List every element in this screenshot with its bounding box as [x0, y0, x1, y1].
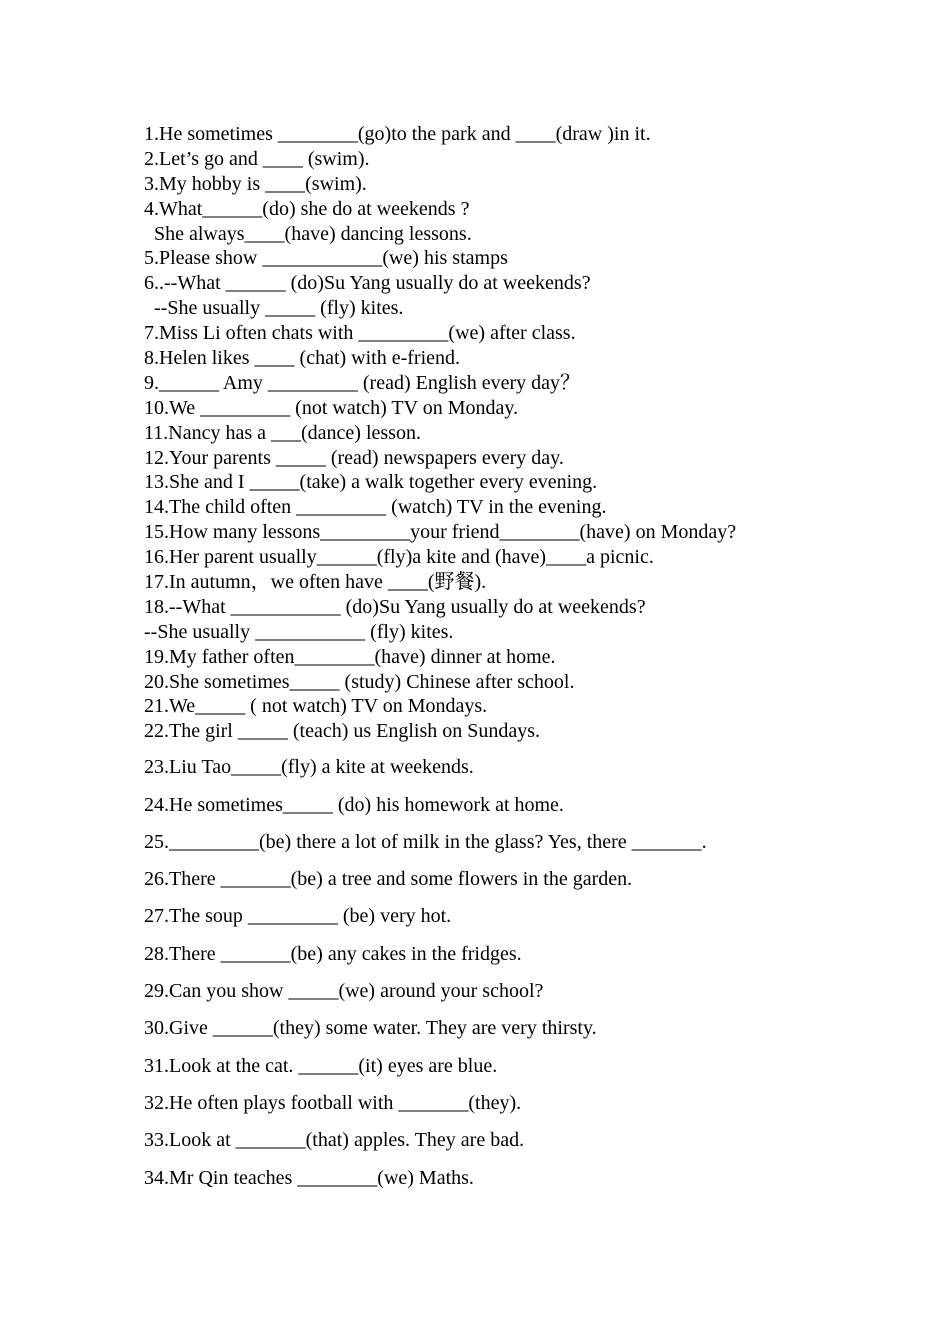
exercise-line: 25._________(be) there a lot of milk in the glass? Yes, there _______.	[144, 830, 707, 853]
exercise-line: 21.We_____ ( not watch) TV on Mondays.	[144, 695, 488, 718]
exercise-line: 11.Nancy has a ___(dance) lesson.	[144, 421, 421, 444]
exercise-line: 2.Let’s go and ____ (swim).	[144, 147, 370, 170]
exercise-line: 8.Helen likes ____ (chat) with e-friend.	[144, 347, 461, 370]
exercise-line: 6..--What ______ (do)Su Yang usually do at weekends?	[144, 272, 591, 295]
exercise-line: 15.How many lessons_________your friend________(have) on Monday?	[144, 521, 737, 544]
exercise-line: 14.The child often _________ (watch) TV in the evening.	[144, 496, 607, 519]
exercise-line: 4.What______(do) she do at weekends ?	[144, 197, 470, 220]
exercise-line: 10.We _________ (not watch) TV on Monday.	[144, 396, 519, 419]
exercise-line: 17.In autumn，we often have ____(野餐).	[144, 571, 487, 594]
exercise-line: 23.Liu Tao_____(fly) a kite at weekends.	[144, 756, 474, 779]
exercise-line: 28.There _______(be) any cakes in the fridges.	[144, 942, 522, 965]
exercise-list-loose	[144, 755, 844, 1203]
exercise-line: 3.My hobby is ____(swim).	[144, 172, 367, 195]
exercise-line: 12.Your parents _____ (read) newspapers every day.	[144, 446, 564, 469]
worksheet-page	[144, 122, 844, 1203]
exercise-line: 34.Mr Qin teaches ________(we) Maths.	[144, 1166, 474, 1189]
exercise-line: 33.Look at _______(that) apples. They are bad.	[144, 1129, 525, 1152]
exercise-line: 22.The girl _____ (teach) us English on Sundays.	[144, 720, 541, 743]
exercise-line: 29.Can you show _____(we) around your school?	[144, 980, 544, 1003]
exercise-line: 19.My father often________(have) dinner at home.	[144, 645, 556, 668]
exercise-line: 16.Her parent usually______(fly)a kite and (have)____a picnic.	[144, 546, 654, 569]
exercise-line: She always____(have) dancing lessons.	[144, 222, 472, 245]
exercise-line: 20.She sometimes_____ (study) Chinese after school.	[144, 670, 575, 693]
exercise-line: 24.He sometimes_____ (do) his homework at home.	[144, 793, 564, 816]
exercise-line: 7.Miss Li often chats with _________(we) after class.	[144, 322, 576, 345]
exercise-line: 31.Look at the cat. ______(it) eyes are blue.	[144, 1054, 498, 1077]
exercise-line: --She usually ___________ (fly) kites.	[144, 620, 454, 643]
exercise-line: 30.Give ______(they) some water. They are very thirsty.	[144, 1017, 597, 1040]
exercise-line: 13.She and I _____(take) a walk together every evening.	[144, 471, 598, 494]
exercise-list-tight	[144, 122, 844, 744]
exercise-line: 32.He often plays football with _______(they).	[144, 1091, 522, 1114]
exercise-line: 26.There _______(be) a tree and some flowers in the garden.	[144, 868, 633, 891]
exercise-line: --She usually _____ (fly) kites.	[144, 297, 404, 320]
exercise-line: 9.______ Amy _________ (read) English every day？	[144, 371, 581, 394]
exercise-line: 18.--What ___________ (do)Su Yang usually do at weekends?	[144, 595, 646, 618]
exercise-line: 5.Please show ____________(we) his stamps	[144, 247, 508, 270]
exercise-line: 1.He sometimes ________(go)to the park and ____(draw )in it.	[144, 123, 651, 145]
exercise-line: 27.The soup _________ (be) very hot.	[144, 905, 452, 928]
